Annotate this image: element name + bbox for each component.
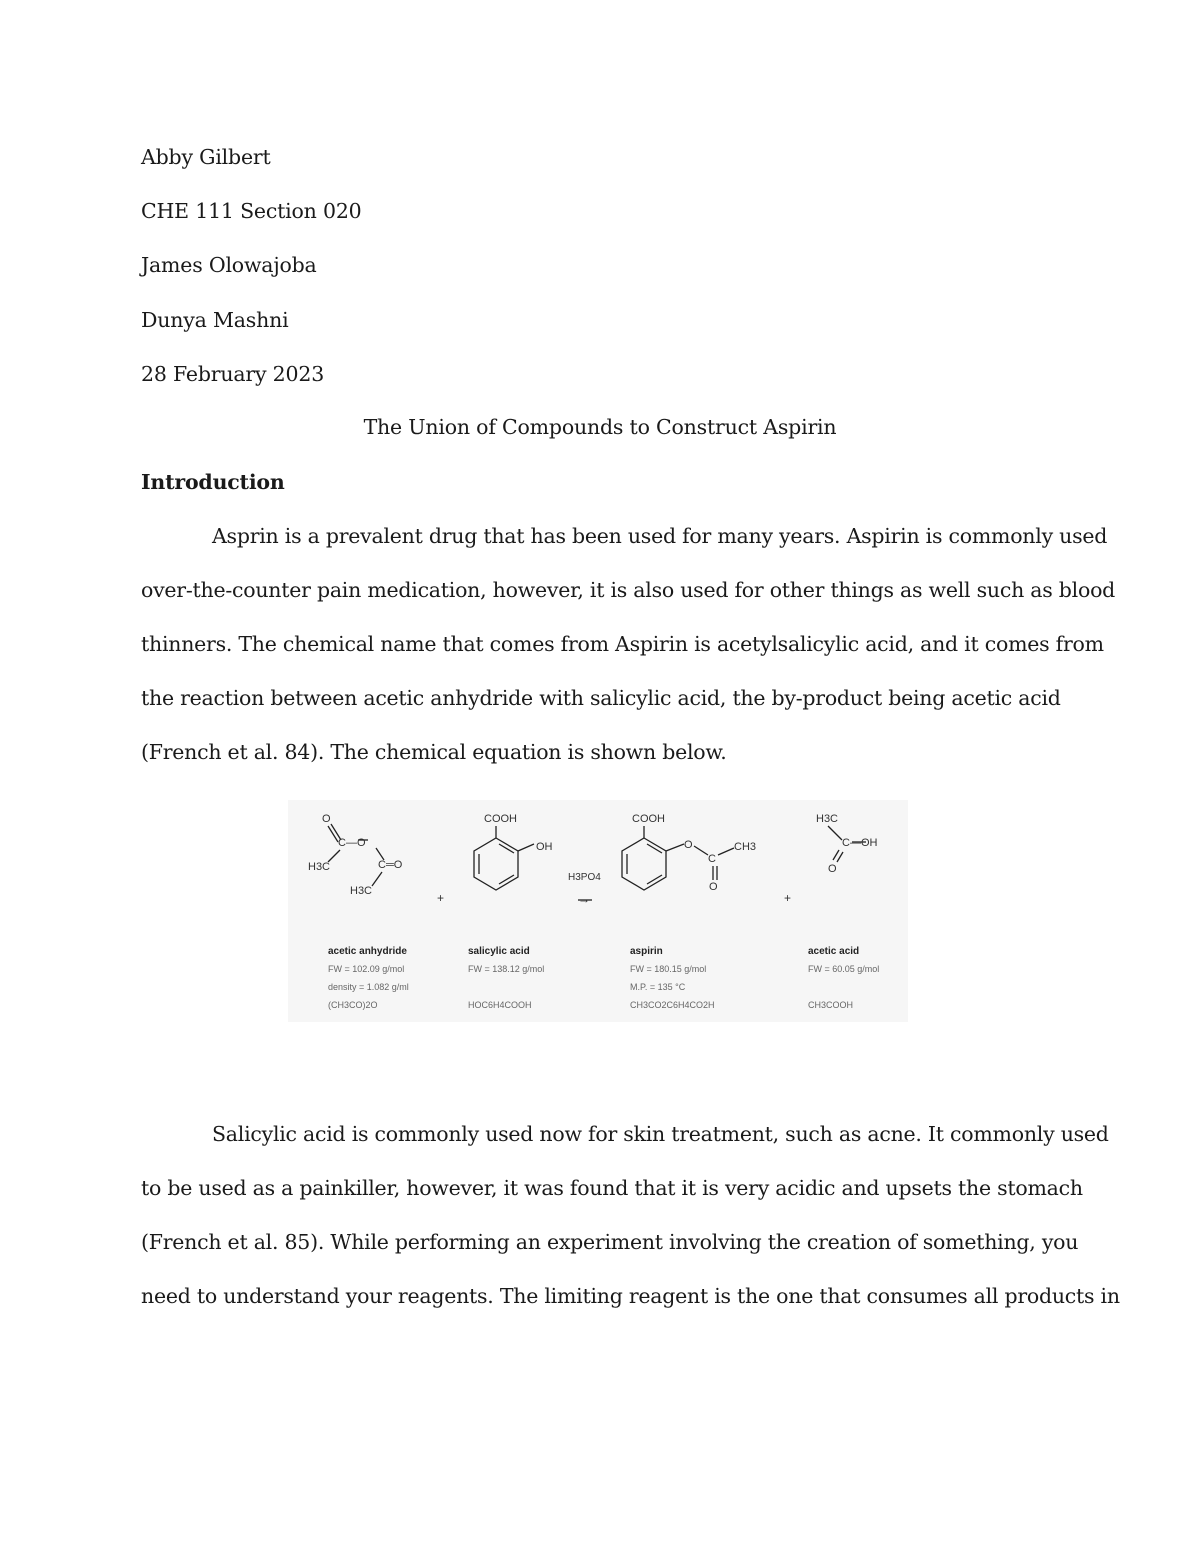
compound-name: salicylic acid <box>468 946 530 957</box>
compound-property: CH3CO2C6H4CO2H <box>630 1000 715 1010</box>
atom-label-h3c: H3C <box>350 885 373 897</box>
instructor-name: James Olowajoba <box>141 253 317 277</box>
plus-sign: + <box>784 891 792 905</box>
atom-label-c-eq-o: C═O <box>378 859 403 871</box>
section-heading-introduction: Introduction <box>141 470 285 494</box>
reaction-diagram <box>288 800 908 1022</box>
document-date: 28 February 2023 <box>141 362 325 386</box>
compound-property: (CH3CO)2O <box>328 1000 378 1010</box>
catalyst-label: H3PO4 <box>568 872 601 883</box>
atom-label-cooh: COOH <box>484 813 517 825</box>
course-section: CHE 111 Section 020 <box>141 199 362 223</box>
paragraph-line: Asprin is a prevalent drug that has been used for many years. Aspirin is commonly used <box>212 524 1108 548</box>
partner-name: Dunya Mashni <box>141 308 289 332</box>
document-title: The Union of Compounds to Construct Aspirin <box>363 415 837 439</box>
compound-property: FW = 102.09 g/mol <box>328 964 405 974</box>
paragraph-line: (French et al. 84). The chemical equation is shown below. <box>141 740 727 764</box>
compound-name: acetic anhydride <box>328 946 407 957</box>
compound-property: density = 1.082 g/ml <box>328 982 409 992</box>
atom-label-ch3: CH3 <box>734 841 757 853</box>
compound-name: aspirin <box>630 946 663 957</box>
atom-label-oh: OH <box>536 841 553 853</box>
atom-label-c-o: C—O <box>338 837 366 849</box>
compound-property: FW = 180.15 g/mol <box>630 964 707 974</box>
compound-property: M.P. = 135 °C <box>630 982 686 992</box>
paragraph-line: the reaction between acetic anhydride with salicylic acid, the by-product being acetic acid <box>141 686 1061 710</box>
author-name: Abby Gilbert <box>141 145 271 169</box>
compound-name: acetic acid <box>808 946 860 957</box>
paragraph-line: thinners. The chemical name that comes from Aspirin is acetylsalicylic acid, and it comes from <box>141 632 1104 656</box>
arrow-glyph: → <box>578 892 590 906</box>
paragraph-line: to be used as a painkiller, however, it was found that it is very acidic and upsets the stomach <box>141 1176 1083 1200</box>
atom-label-o: O <box>709 881 718 893</box>
atom-label-cooh: COOH <box>632 813 665 825</box>
paragraph-line: over-the-counter pain medication, however, it is also used for other things as well such as blood <box>141 578 1116 602</box>
reaction-equation-figure <box>288 800 908 1022</box>
compound-property: CH3COOH <box>808 1000 854 1010</box>
compound-property: FW = 138.12 g/mol <box>468 964 545 974</box>
atom-label-o: O <box>684 839 693 851</box>
atom-label-h3c: H3C <box>816 813 839 825</box>
paragraph-line: (French et al. 85). While performing an experiment involving the creation of something, you <box>141 1230 1079 1254</box>
atom-label-c: C <box>708 853 716 865</box>
atom-label-h3c: H3C <box>308 861 331 873</box>
compound-property: HOC6H4COOH <box>468 1000 532 1010</box>
paragraph-line: need to understand your reagents. The limiting reagent is the one that consumes all products in <box>141 1284 1120 1308</box>
compound-property: FW = 60.05 g/mol <box>808 964 880 974</box>
plus-sign: + <box>437 891 445 905</box>
atom-label-o: O <box>828 863 837 875</box>
paragraph-line: Salicylic acid is commonly used now for skin treatment, such as acne. It commonly used <box>212 1122 1109 1146</box>
atom-label-c-oh: C—OH <box>842 837 878 849</box>
atom-label-o: O <box>322 813 331 825</box>
